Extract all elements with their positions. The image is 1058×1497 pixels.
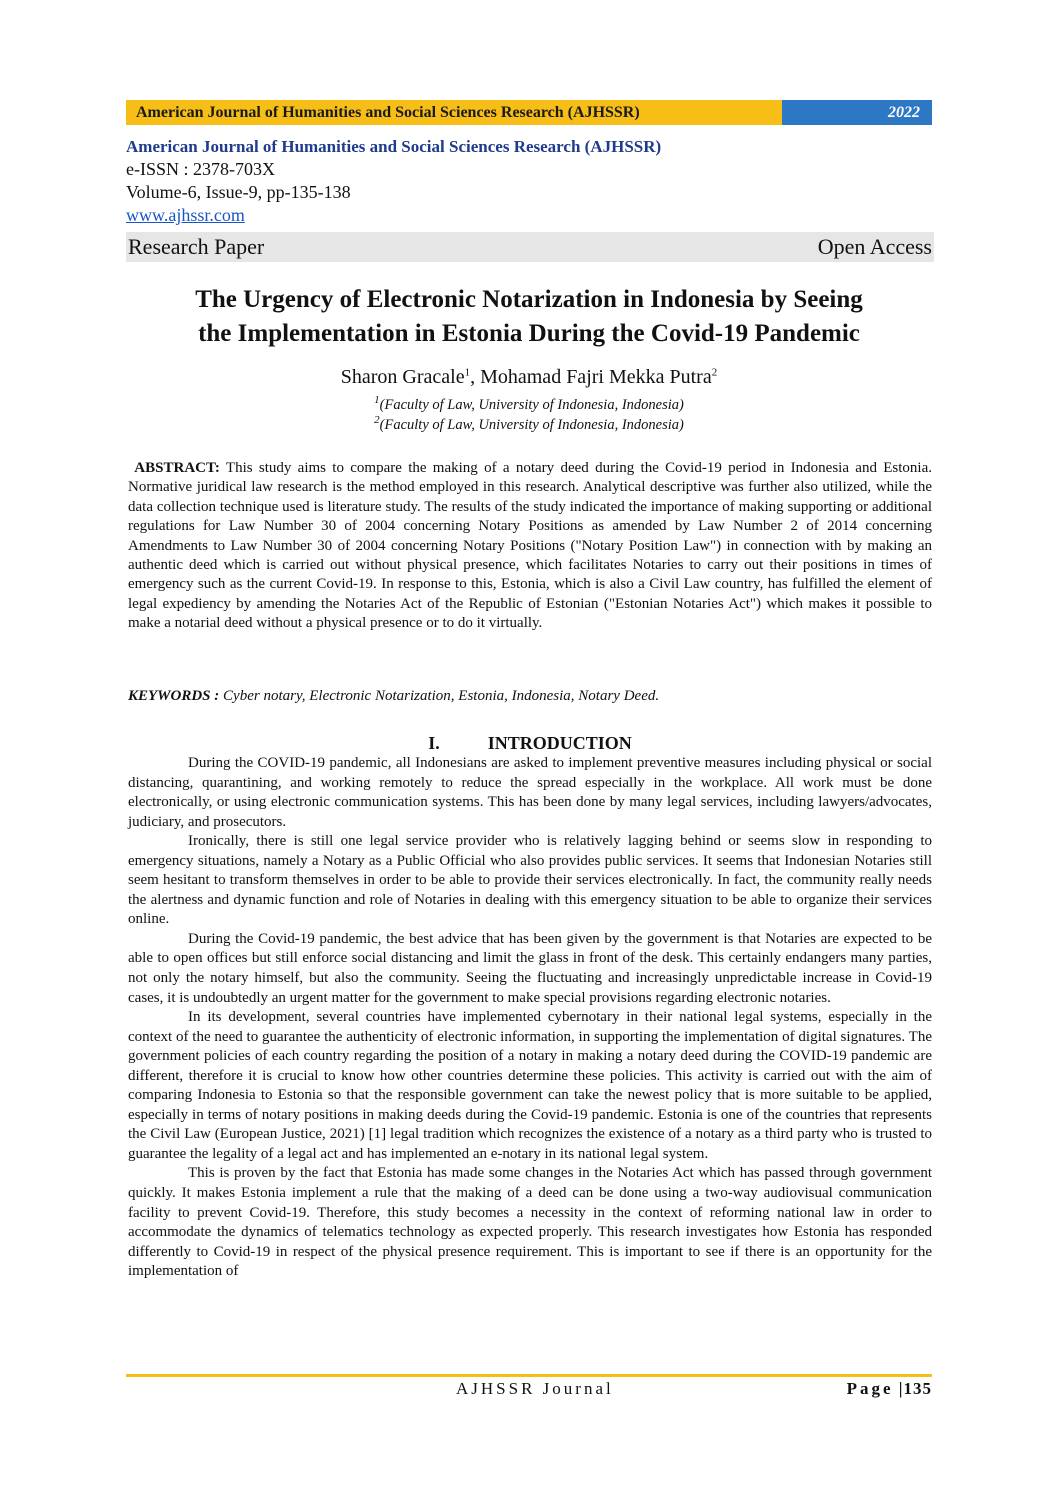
affiliation-1-sup: 1 [374, 394, 380, 407]
keywords-label: KEYWORDS : [128, 688, 220, 704]
author-1-sup: 1 [464, 366, 471, 379]
page-footer [126, 1379, 932, 1401]
access-type: Open Access [817, 234, 932, 259]
paper-type: Research Paper [128, 234, 265, 259]
keywords [128, 687, 932, 706]
footer-page-number: 135 [903, 1379, 932, 1398]
footer-page [847, 1379, 932, 1399]
website-link[interactable]: www.ajhssr.com [126, 205, 245, 225]
affiliation-1 [126, 396, 932, 414]
paragraph: In its development, several countries have implemented cybernotary in their national legal systems, especially in the context of the need to guarantee the authenticity of electronic information, in supporting the implementation of digital signatures. The government policies of each country regarding the position of a notary in making a notary deed during the COVID-19 pandemic are different, therefore it is crucial to know how other countries determine these policies. This activity is carried out with the aim of comparing Indonesia to Estonia so that the responsible government can take the newest policy that is more suitable to be applied, especially in terms of notary positions in making deeds during the Covid-19 pandemic. Estonia is one of the countries that represents the Civil Law (European Justice, 2021) [1] legal tradition which recognizes the existence of a notary as a third party who is trusted to guarantee the legality of a legal act and has implemented an e-notary in its national legal system. [128, 1009, 932, 1162]
author-2: Mohamad Fajri Mekka Putra [480, 366, 712, 388]
affiliation-2 [126, 416, 932, 434]
footer-page-sep: | [898, 1379, 904, 1398]
title-line-1: The Urgency of Electronic Notarization in Indonesia by Seeing [195, 286, 863, 313]
volume-issue: Volume-6, Issue-9, pp-135-138 [126, 182, 351, 202]
paper-title [126, 283, 932, 351]
footer-divider [126, 1374, 932, 1377]
paragraph: This is proven by the fact that Estonia has made some changes in the Notaries Act which has passed through government quickly. It makes Estonia implement a rule that the making of a deed can be done using a two-way audiovisual communication facility to prevent Covid-19. Therefore, this study becomes a necessity in the context of reforming national law in order to accommodate the dynamics of telematics technology as expected properly. This research investigates how Estonia has responded differently to Covid-19 in respect of the physical presence requirement. This is important to see if there is an opportunity for the implementation of [128, 1165, 932, 1280]
paragraph: During the COVID-19 pandemic, all Indonesians are asked to implement preventive measures including physical or social distancing, quarantining, and working remotely to reduce the spread especially in the workplace. All work must be done electronically, or using electronic communication systems. This has been done by many legal services, including lawyers/advocates, judiciary, and prosecutors. [128, 755, 932, 830]
abstract-label: ABSTRACT: [134, 460, 220, 476]
running-header-year: 2022 [782, 100, 932, 125]
affiliation-2-text: (Faculty of Law, University of Indonesia, Indonesia) [379, 417, 684, 433]
journal-name: American Journal of Humanities and Social Sciences Research (AJHSSR) [126, 137, 662, 156]
footer-journal: AJHSSR Journal [456, 1379, 614, 1398]
abstract [128, 459, 932, 634]
running-header-journal: American Journal of Humanities and Social Sciences Research (AJHSSR) [126, 100, 782, 125]
section-number: I. [428, 733, 440, 753]
paper-type-bar [126, 232, 934, 262]
introduction-body [128, 754, 932, 1282]
footer-page-label: Page [846, 1379, 894, 1398]
keywords-text: Cyber notary, Electronic Notarization, Estonia, Indonesia, Notary Deed. [223, 688, 660, 704]
author-2-sup: 2 [711, 366, 718, 379]
paragraph: During the Covid-19 pandemic, the best advice that has been given by the government is that Notaries are expected to be able to open offices but still enforce social distancing and limit the glass in front of the desk. This certainly endangers many parties, not only the notary himself, but also the community. Seeing the fluctuating and increasingly unpredictable increase in Covid-19 cases, it is undoubtedly an urgent matter for the government to make special provisions regarding electronic notaries. [128, 930, 932, 1006]
section-heading-introduction [128, 732, 932, 754]
paragraph: Ironically, there is still one legal service provider who is relatively lagging behind or seems slow in responding to emergency situations, namely a Notary as a Public Official who also provides public services. It seems that Indonesian Notaries still seem hesitant to transform themselves in order to be able to provide their services electronically. In fact, the community really needs the alertness and dynamic function and role of Notaries in dealing with this emergency situation to be able to organize their services online. [128, 833, 932, 928]
running-header [126, 100, 932, 125]
author-separator: , [470, 366, 481, 388]
affiliation-1-text: (Faculty of Law, University of Indonesia, Indonesia) [379, 397, 684, 413]
affiliation-2-sup: 2 [374, 414, 380, 427]
eissn: e-ISSN : 2378-703X [126, 159, 275, 179]
journal-meta [126, 136, 932, 227]
author-list [126, 364, 932, 390]
title-line-2: the Implementation in Estonia During the Covid-19 Pandemic [198, 320, 860, 347]
section-title: INTRODUCTION [487, 733, 632, 753]
author-1: Sharon Gracale [340, 366, 465, 388]
abstract-text: This study aims to compare the making of a notary deed during the Covid-19 period in Indonesia and Estonia. Normative juridical law research is the method employed in this research. Analytical descriptive was further also utilized, while the data collection technique used is literature study. The results of the study indicated the importance of making supporting or additional regulations for Law Number 30 of 2004 concerning Notary Positions as amended by Law Number 2 of 2014 concerning Amendments to Law Number 30 of 2004 concerning Notary Positions ("Notary Position Law") in connection with by making an authentic deed which is carried out without physical presence, which facilitates Notaries to carry out their positions in times of emergency such as the current Covid-19. In response to this, Estonia, which is also a Civil Law country, has fulfilled the element of legal expediency by amending the Notaries Act of the Republic of Estonian ("Estonian Notaries Act") which makes it possible to make a notarial deed without a physical presence or to do it virtually. [128, 460, 932, 632]
